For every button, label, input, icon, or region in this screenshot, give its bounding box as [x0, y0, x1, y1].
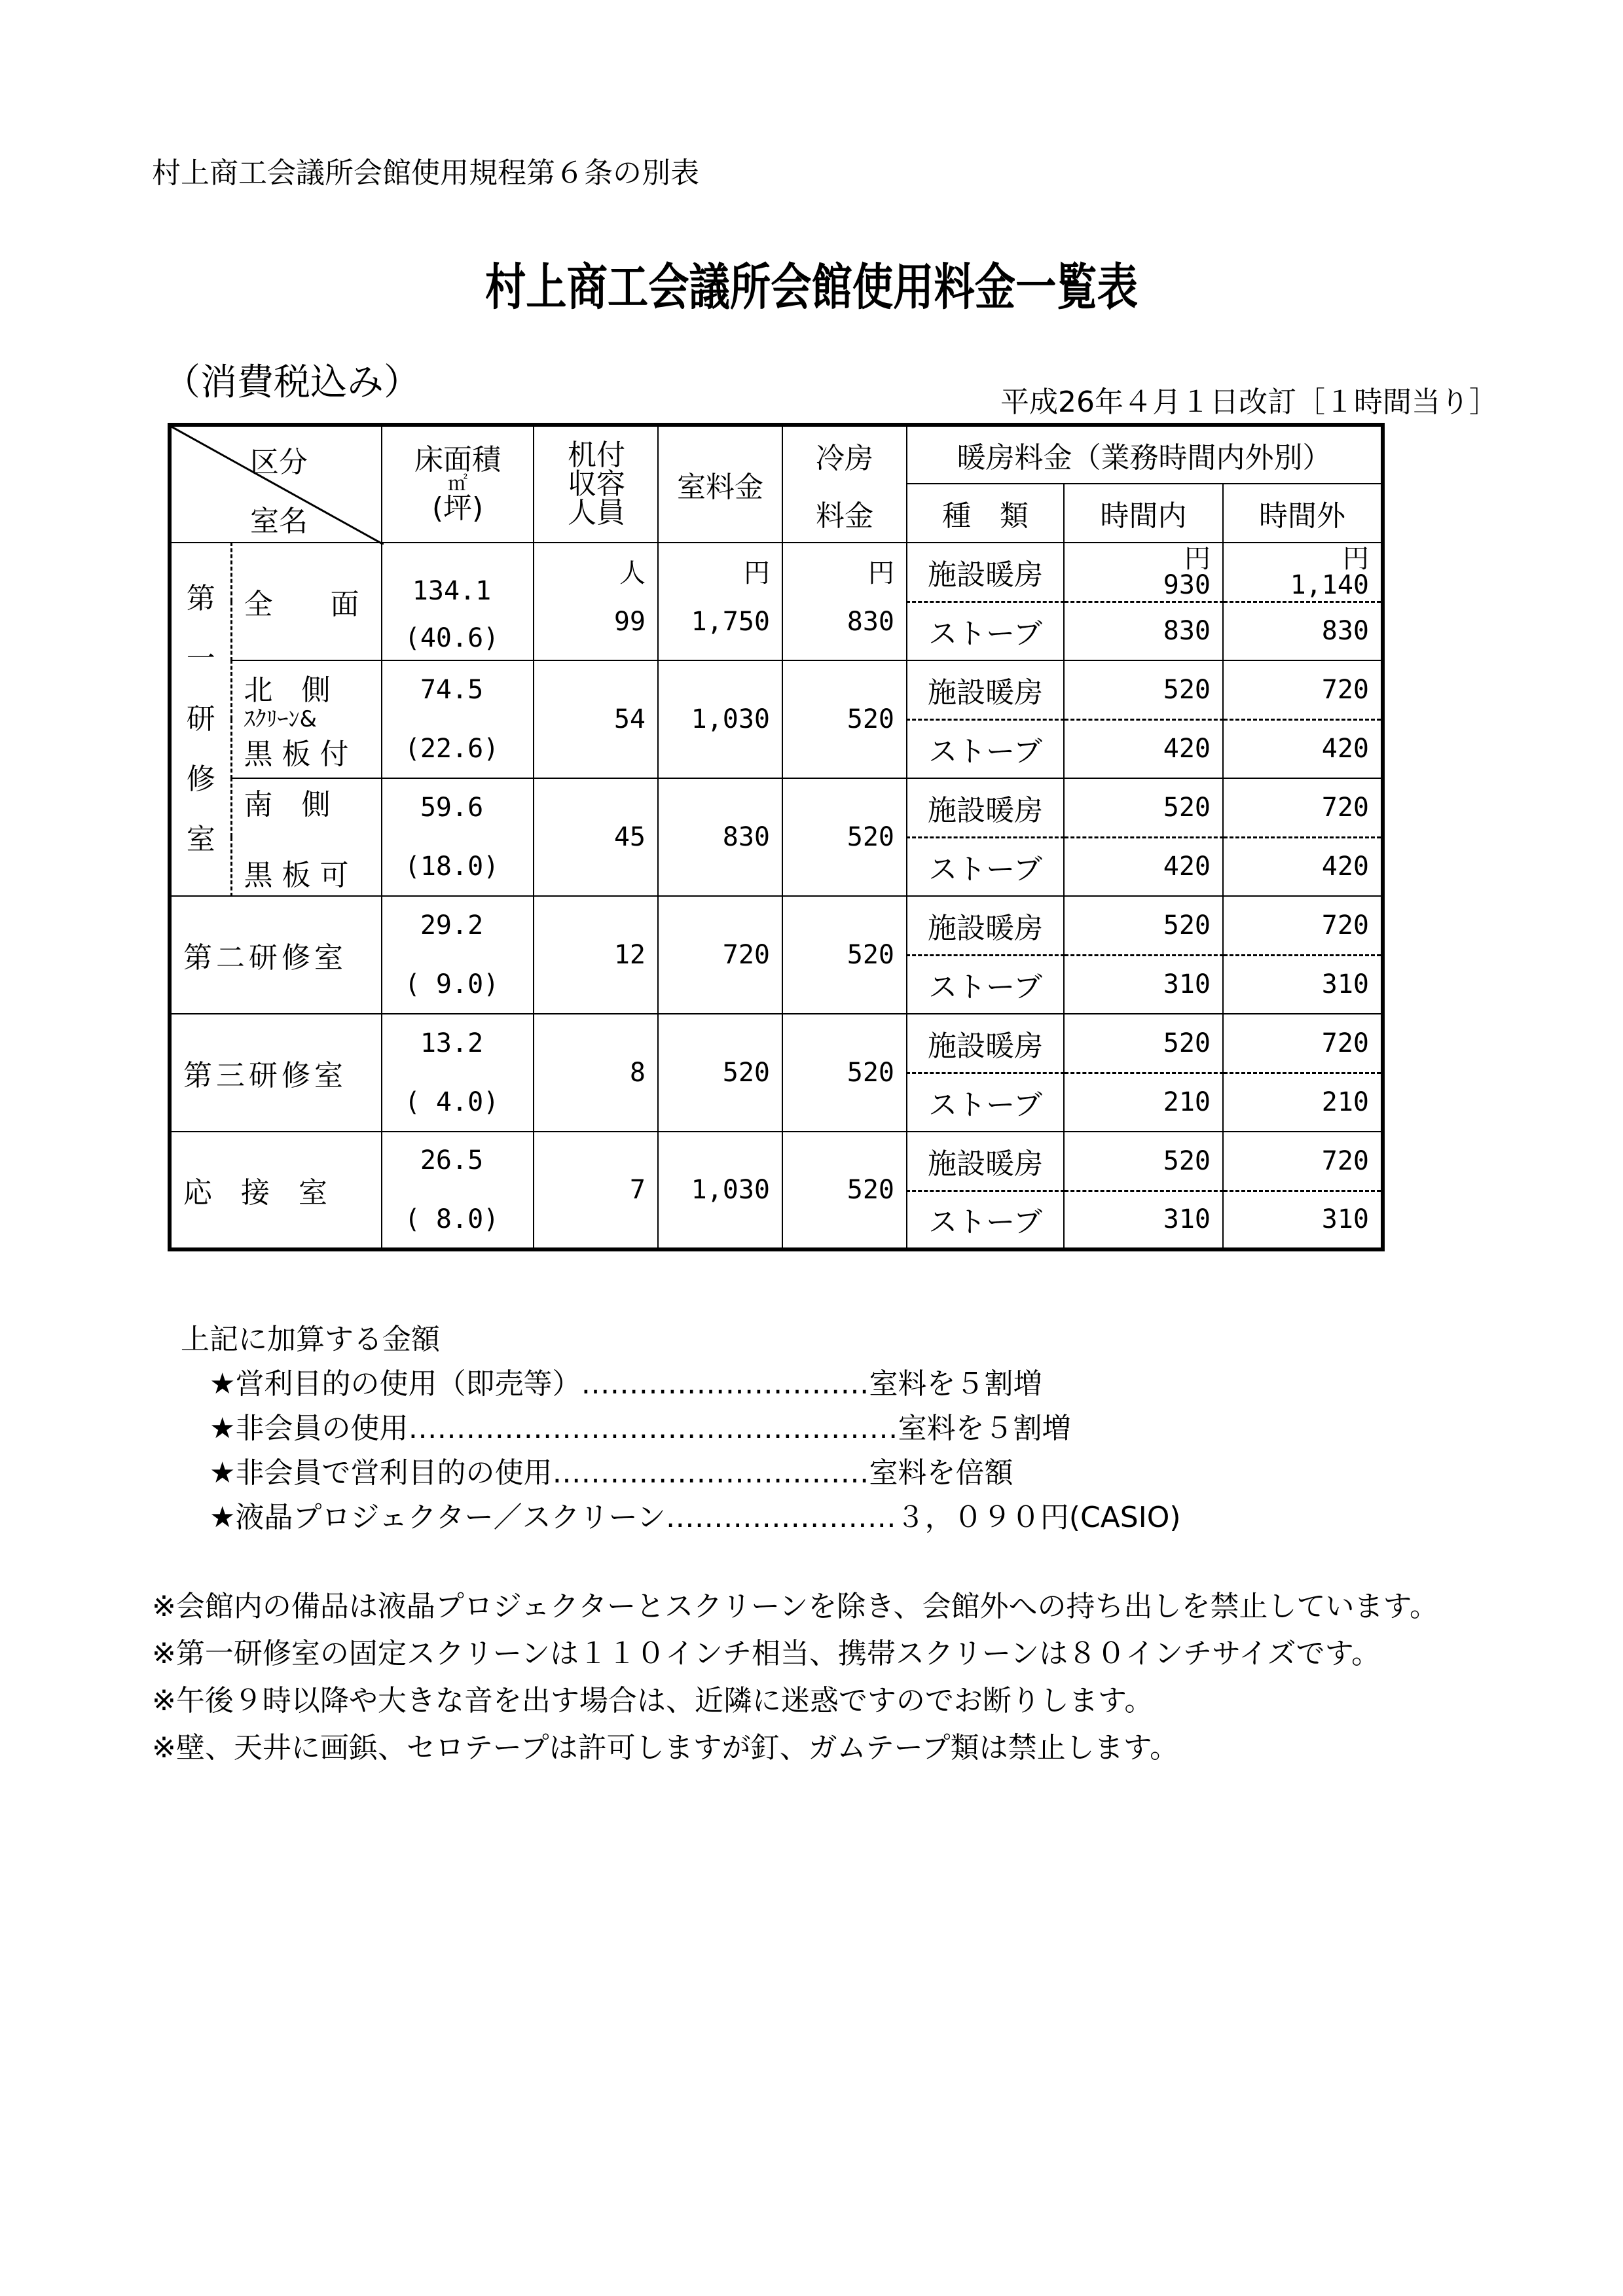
table-row: [170, 778, 1383, 837]
heating-type: 施設暖房: [907, 778, 1064, 837]
note-item: ※第一研修室の固定スクリーンは１１０インチ相当、携帯スクリーンは８０インチサイズです。: [152, 1637, 1381, 1670]
room-fee: 円 1,750: [658, 543, 782, 660]
heating-type: ストーブ: [907, 1073, 1064, 1132]
surcharge-heading: 上記に加算する金額: [181, 1323, 440, 1356]
cooling-fee: 520: [782, 660, 907, 778]
heating-out-header: 時間外: [1223, 484, 1383, 543]
group-label-first-room: 第 一 研 修 室: [170, 543, 231, 896]
heating-out: 420: [1223, 837, 1383, 896]
cooling-header-2: 料金: [782, 484, 907, 543]
page-title: 村上商工会議所会館使用料金一覧表: [484, 258, 1139, 316]
cooling-fee: 520: [782, 778, 907, 896]
capacity: 8: [534, 1014, 658, 1132]
revision-date: 平成26年４月１日改訂［１時間当り］: [1000, 386, 1498, 419]
floor-area-header: 床面積 ㎡ (坪): [382, 425, 534, 543]
room-fee: 830: [658, 778, 782, 896]
heating-out: 210: [1223, 1073, 1383, 1132]
heating-in: 830: [1064, 601, 1223, 660]
heating-type: ストーブ: [907, 1191, 1064, 1249]
table-row: [170, 543, 1383, 601]
heating-in: 420: [1064, 719, 1223, 778]
capacity: 12: [534, 896, 658, 1014]
room-name: 北 側 ｽｸﾘｰﾝ& 黒 板 付: [231, 660, 382, 778]
capacity: 7: [534, 1132, 658, 1249]
note-item: ※壁、天井に画鋲、セロテープは許可しますが釘、ガムテープ類は禁止します。: [152, 1731, 1179, 1765]
note-item: ※会館内の備品は液晶プロジェクターとスクリーンを除き、会館外への持ち出しを禁止しています。: [152, 1590, 1438, 1623]
floor-area: 29.2 ( 9.0): [382, 896, 534, 1014]
heating-type: ストーブ: [907, 837, 1064, 896]
room-name-label: 室名: [250, 505, 308, 538]
heating-in: 520: [1064, 1014, 1223, 1073]
heating-in: 円 930: [1064, 543, 1223, 601]
capacity: 45: [534, 778, 658, 896]
heating-in: 520: [1064, 896, 1223, 955]
room-fee: 1,030: [658, 1132, 782, 1249]
room-name: 第三研修室: [170, 1014, 382, 1132]
table-row: [170, 896, 1383, 955]
room-fee: 520: [658, 1014, 782, 1132]
tax-note: （消費税込み）: [164, 361, 420, 404]
room-fee: 1,030: [658, 660, 782, 778]
heating-type-header: 種 類: [907, 484, 1064, 543]
room-name: 第二研修室: [170, 896, 382, 1014]
heating-type: 施設暖房: [907, 1132, 1064, 1191]
capacity: 54: [534, 660, 658, 778]
surcharge-item: ★営利目的の使用（即売等）…………………………室料を５割増: [210, 1367, 1042, 1401]
cooling-fee: 520: [782, 896, 907, 1014]
capacity: 人 99: [534, 543, 658, 660]
heating-in: 310: [1064, 955, 1223, 1014]
heating-in: 210: [1064, 1073, 1223, 1132]
heating-in: 520: [1064, 660, 1223, 719]
heating-out: 310: [1223, 955, 1383, 1014]
cooling-fee: 520: [782, 1132, 907, 1249]
heating-in: 310: [1064, 1191, 1223, 1249]
room-name: 全 面: [231, 543, 382, 660]
floor-area: 134.1 (40.6): [382, 543, 534, 660]
capacity-header: 机付収容人員: [534, 425, 658, 543]
heating-in: 520: [1064, 1132, 1223, 1191]
cooling-header-1: 冷房: [782, 425, 907, 484]
heating-type: 施設暖房: [907, 543, 1064, 601]
note-item: ※午後９時以降や大きな音を出す場合は、近隣に迷惑ですのでお断りします。: [152, 1684, 1154, 1717]
heating-out: 720: [1223, 896, 1383, 955]
surcharge-item: ★非会員の使用……………………………………………室料を５割増: [210, 1412, 1071, 1445]
surcharge-item: ★非会員で営利目的の使用……………………………室料を倍額: [210, 1456, 1013, 1490]
cooling-fee: 円 830: [782, 543, 907, 660]
heating-out: 円 1,140: [1223, 543, 1383, 601]
heating-header: 暖房料金（業務時間内外別）: [907, 425, 1383, 484]
surcharge-item: ★液晶プロジェクター／スクリーン……………………３，０９０円(CASIO): [210, 1501, 1181, 1534]
heating-out: 720: [1223, 1132, 1383, 1191]
heating-out: 830: [1223, 601, 1383, 660]
heating-out: 720: [1223, 660, 1383, 719]
heating-type: ストーブ: [907, 955, 1064, 1014]
heating-type: 施設暖房: [907, 896, 1064, 955]
cooling-fee: 520: [782, 1014, 907, 1132]
table-row: [170, 1132, 1383, 1191]
room-fee: 720: [658, 896, 782, 1014]
floor-area: 59.6 (18.0): [382, 778, 534, 896]
heating-type: ストーブ: [907, 719, 1064, 778]
heating-out: 310: [1223, 1191, 1383, 1249]
table-row: [170, 660, 1383, 719]
heating-in: 420: [1064, 837, 1223, 896]
heating-type: 施設暖房: [907, 660, 1064, 719]
floor-area: 74.5 (22.6): [382, 660, 534, 778]
heating-type: 施設暖房: [907, 1014, 1064, 1073]
floor-area: 26.5 ( 8.0): [382, 1132, 534, 1249]
heating-out: 720: [1223, 778, 1383, 837]
document-reference: 村上商工会議所会館使用規程第６条の別表: [152, 156, 699, 190]
fee-table: [168, 423, 1385, 1251]
heating-type: ストーブ: [907, 601, 1064, 660]
heating-out: 720: [1223, 1014, 1383, 1073]
table-row: [170, 1014, 1383, 1073]
heating-out: 420: [1223, 719, 1383, 778]
category-header-cell: [170, 425, 382, 543]
room-name: 南 側 黒 板 可: [231, 778, 382, 896]
heating-in: 520: [1064, 778, 1223, 837]
room-fee-header: 室料金: [658, 425, 782, 543]
floor-area: 13.2 ( 4.0): [382, 1014, 534, 1132]
heating-in-header: 時間内: [1064, 484, 1223, 543]
category-label: 区分: [250, 446, 308, 479]
room-name: 応 接 室: [170, 1132, 382, 1249]
